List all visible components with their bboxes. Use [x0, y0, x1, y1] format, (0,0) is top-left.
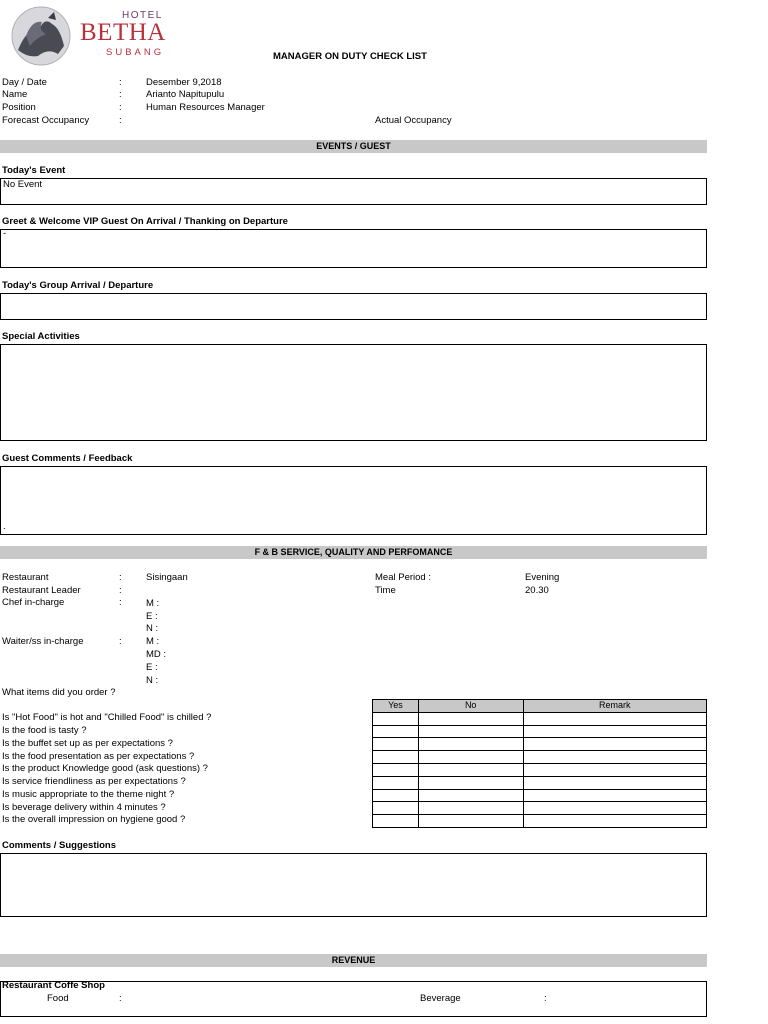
- chef-shift-m: M :: [146, 598, 160, 609]
- table-row: [373, 763, 707, 776]
- feedback-label: Guest Comments / Feedback: [2, 453, 133, 464]
- column-header-yes: Yes: [373, 700, 419, 713]
- yes-cell[interactable]: [373, 802, 419, 815]
- question-8: Is the overall impression on hygiene good ?: [2, 814, 186, 825]
- chef-sep: :: [119, 597, 122, 608]
- no-cell[interactable]: [418, 815, 523, 828]
- revenue-outlet-label: Restaurant Coffe Shop: [2, 980, 105, 991]
- column-header-remark: Remark: [523, 700, 706, 713]
- yes-cell[interactable]: [373, 815, 419, 828]
- question-7: Is beverage delivery within 4 minutes ?: [2, 802, 166, 813]
- meal-period-value: Evening: [525, 572, 560, 583]
- leader-label: Restaurant Leader: [2, 585, 81, 596]
- time-value: 20.30: [525, 585, 549, 596]
- restaurant-value: Sisingaan: [146, 572, 188, 583]
- hotel-name-bottom: SUBANG: [106, 47, 165, 58]
- restaurant-sep: :: [119, 572, 122, 583]
- leader-sep: :: [119, 585, 122, 596]
- waiter-shift-m: M :: [146, 636, 160, 647]
- yes-cell[interactable]: [373, 751, 419, 764]
- no-cell[interactable]: [418, 712, 523, 725]
- remark-cell[interactable]: [523, 789, 706, 802]
- comments-box[interactable]: [0, 853, 707, 917]
- comments-label: Comments / Suggestions: [2, 840, 117, 851]
- yes-cell[interactable]: [373, 712, 419, 725]
- info-value-date: Desember 9,2018: [146, 77, 222, 88]
- info-sep-date: :: [119, 77, 122, 88]
- page-title: MANAGER ON DUTY CHECK LIST: [273, 51, 427, 62]
- hotel-logo: [8, 6, 178, 68]
- question-4: Is the product Knowledge good (ask questions) ?: [2, 763, 208, 774]
- beverage-sep: :: [544, 993, 547, 1004]
- hotel-name-main: BETHA: [80, 19, 166, 46]
- meal-period-label: Meal Period :: [375, 572, 431, 583]
- yes-cell[interactable]: [373, 776, 419, 789]
- vip-box[interactable]: [0, 229, 707, 268]
- todays-event-box[interactable]: [0, 178, 707, 205]
- remark-cell[interactable]: [523, 802, 706, 815]
- todays-event-label: Today's Event: [2, 165, 66, 176]
- feedback-value: .: [3, 521, 6, 532]
- table-row: [373, 738, 707, 751]
- remark-cell[interactable]: [523, 776, 706, 789]
- chef-shift-n: N :: [146, 623, 159, 634]
- info-sep-name: :: [119, 89, 122, 100]
- section-revenue: REVENUE: [0, 954, 707, 967]
- no-cell[interactable]: [418, 802, 523, 815]
- chef-shift-e: E :: [146, 611, 158, 622]
- question-1: Is the food is tasty ?: [2, 725, 87, 736]
- no-cell[interactable]: [418, 789, 523, 802]
- no-cell[interactable]: [418, 751, 523, 764]
- remark-cell[interactable]: [523, 751, 706, 764]
- info-value-name: Arianto Napitupulu: [146, 89, 225, 100]
- no-cell[interactable]: [418, 725, 523, 738]
- waiter-sep: :: [119, 636, 122, 647]
- question-5: Is service friendliness as per expectations ?: [2, 776, 186, 787]
- table-row: [373, 776, 707, 789]
- question-3: Is the food presentation as per expectations ?: [2, 751, 195, 762]
- yes-cell[interactable]: [373, 763, 419, 776]
- question-2: Is the buffet set up as per expectations ?: [2, 738, 173, 749]
- question-0: Is "Hot Food" is hot and "Chilled Food" is chilled ?: [2, 712, 212, 723]
- waiter-shift-e: E :: [146, 662, 158, 673]
- vip-value: -: [3, 228, 7, 239]
- waiter-shift-n: N :: [146, 675, 159, 686]
- remark-cell[interactable]: [523, 725, 706, 738]
- table-row: [373, 712, 707, 725]
- time-label: Time: [375, 585, 396, 596]
- info-label-position: Position: [2, 102, 36, 113]
- waiter-shift-md: MD :: [146, 649, 167, 660]
- no-cell[interactable]: [418, 776, 523, 789]
- food-label: Food: [47, 993, 69, 1004]
- order-question: What items did you order ?: [2, 687, 116, 698]
- table-row: [373, 789, 707, 802]
- info-label-name: Name: [2, 89, 28, 100]
- beverage-label: Beverage: [420, 993, 461, 1004]
- info-label-forecast: Forecast Occupancy: [2, 115, 90, 126]
- info-value-position: Human Resources Manager: [146, 102, 265, 113]
- no-cell[interactable]: [418, 763, 523, 776]
- section-events: EVENTS / GUEST: [0, 140, 707, 153]
- no-cell[interactable]: [418, 738, 523, 751]
- yes-cell[interactable]: [373, 738, 419, 751]
- food-sep: :: [119, 993, 122, 1004]
- group-label: Today's Group Arrival / Departure: [2, 280, 154, 291]
- table-row: [373, 815, 707, 828]
- group-box[interactable]: [0, 293, 707, 320]
- section-fb: F & B SERVICE, QUALITY AND PERFOMANCE: [0, 546, 707, 559]
- todays-event-value: No Event: [3, 179, 43, 190]
- yes-cell[interactable]: [373, 725, 419, 738]
- feedback-box[interactable]: [0, 466, 707, 535]
- info-sep-forecast: :: [119, 115, 122, 126]
- info-label-date: Day / Date: [2, 77, 47, 88]
- fb-checklist-table: [372, 699, 707, 828]
- revenue-box[interactable]: [0, 981, 707, 1017]
- restaurant-label: Restaurant: [2, 572, 49, 583]
- remark-cell[interactable]: [523, 763, 706, 776]
- table-row: [373, 751, 707, 764]
- hotel-name-top: HOTEL: [122, 10, 163, 21]
- actual-occupancy-label: Actual Occupancy: [375, 115, 452, 126]
- chef-label: Chef in-charge: [2, 597, 65, 608]
- table-row: [373, 802, 707, 815]
- remark-cell[interactable]: [523, 815, 706, 828]
- yes-cell[interactable]: [373, 789, 419, 802]
- question-6: Is music appropriate to the theme night ?: [2, 789, 175, 800]
- column-header-no: No: [418, 700, 523, 713]
- special-box[interactable]: [0, 344, 707, 441]
- vip-label: Greet & Welcome VIP Guest On Arrival / Thanking on Departure: [2, 216, 288, 227]
- info-sep-position: :: [119, 102, 122, 113]
- waiter-label: Waiter/ss in-charge: [2, 636, 84, 647]
- table-header-row: [373, 700, 707, 713]
- table-row: [373, 725, 707, 738]
- special-label: Special Activities: [2, 331, 80, 342]
- remark-cell[interactable]: [523, 712, 706, 725]
- remark-cell[interactable]: [523, 738, 706, 751]
